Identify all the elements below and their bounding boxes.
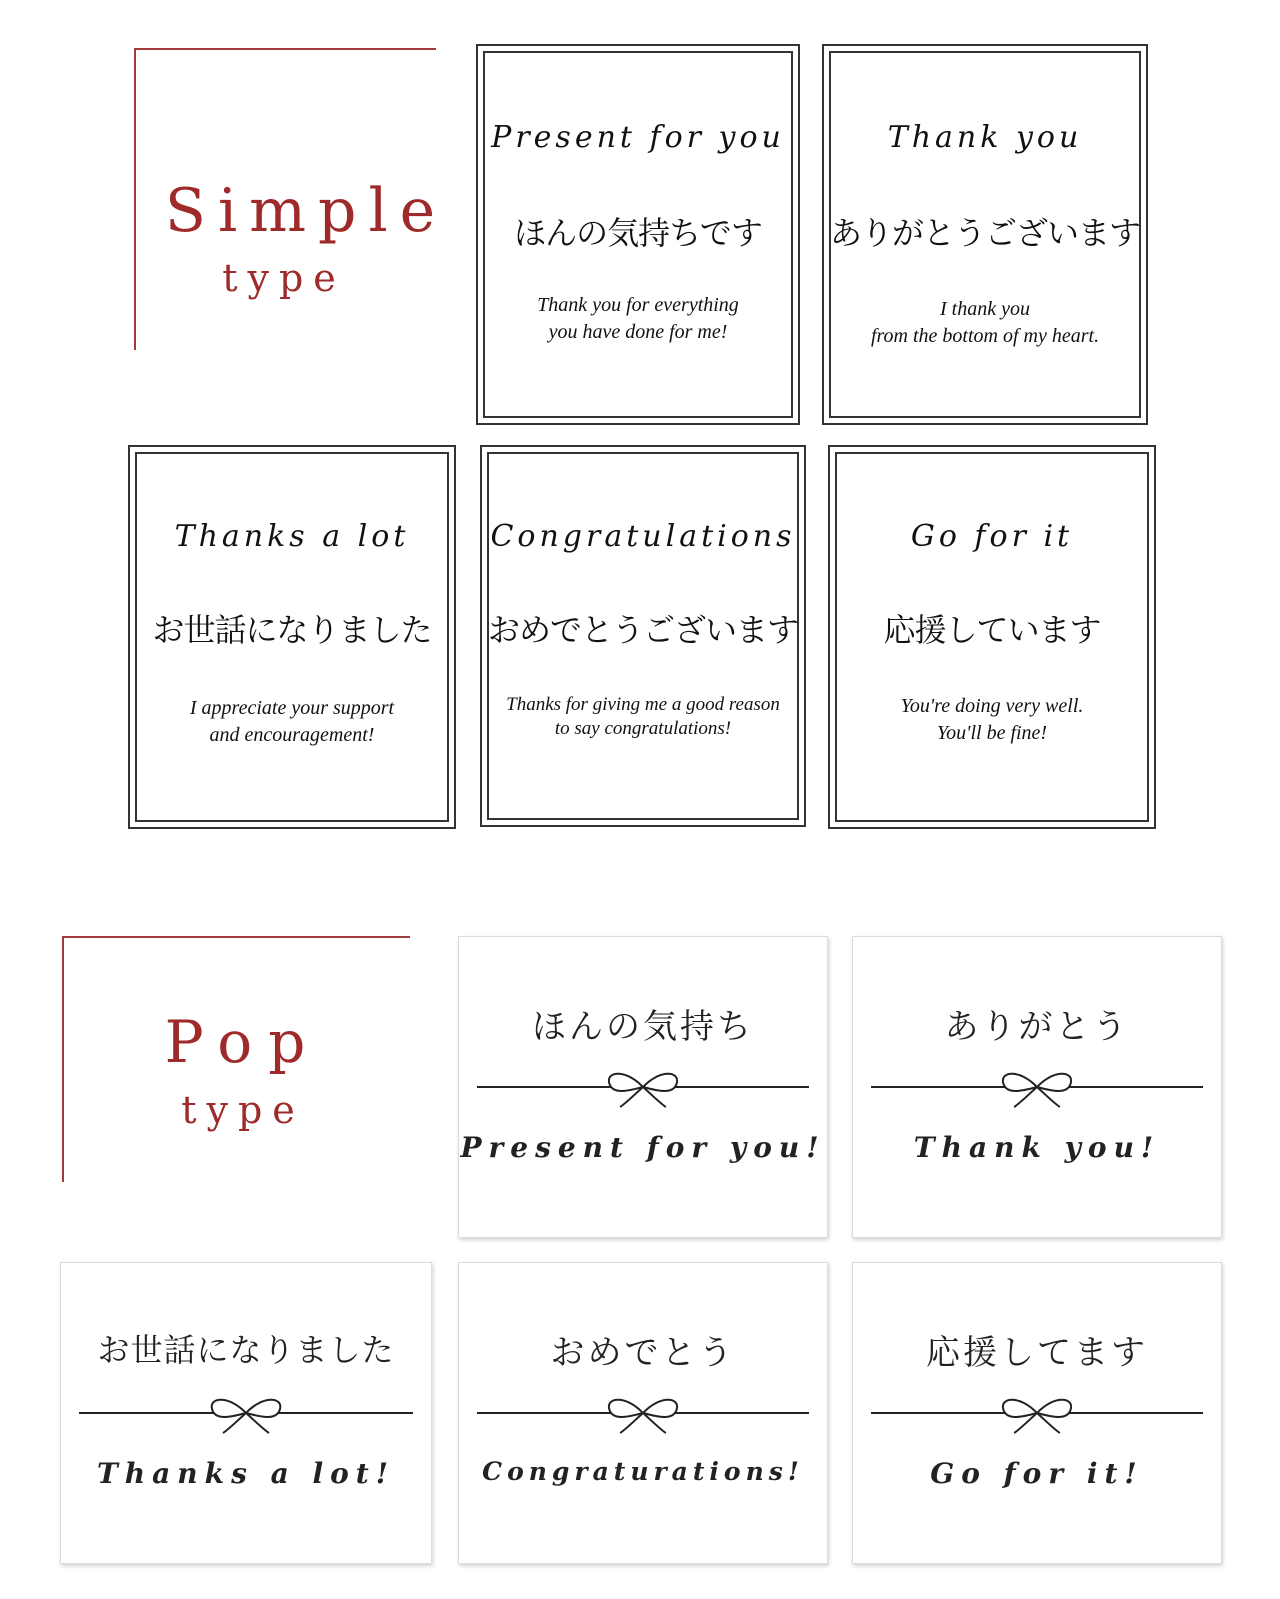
simple-card-congratulations[interactable]: [480, 445, 806, 827]
card-english-text: Congraturations!: [482, 1457, 804, 1486]
pop-card-congratulations[interactable]: [458, 1262, 828, 1564]
pop-card-thanks-a-lot[interactable]: [60, 1262, 432, 1564]
card-japanese-text: お世話になりました: [97, 1331, 395, 1369]
ribbon-bow-icon: [79, 1391, 413, 1435]
card-english-title: Go for it: [910, 519, 1074, 554]
ribbon-bow-icon: [477, 1391, 809, 1435]
simple-card-thanks-a-lot[interactable]: [128, 445, 456, 829]
card-english-title: Thanks a lot: [174, 519, 410, 554]
ribbon-bow-icon: [477, 1065, 809, 1109]
card-english-title: Present for you: [491, 120, 785, 155]
card-japanese-text: 応援してます: [926, 1333, 1148, 1373]
ribbon-bow-icon: [871, 1391, 1203, 1435]
simple-card-go-for-it[interactable]: [828, 445, 1156, 829]
simple-card-present[interactable]: [476, 44, 800, 425]
card-english-text: Present for you!: [460, 1131, 826, 1164]
card-message: I appreciate your support and encouragement!: [189, 697, 395, 746]
card-message: Thanks for giving me a good reason to say congratulations!: [506, 694, 780, 739]
card-japanese-text: お世話になりました: [152, 611, 432, 649]
card-english-title: Congratulations: [490, 519, 796, 554]
card-english-text: Thanks a lot!: [96, 1457, 396, 1490]
pop-card-go-for-it[interactable]: [852, 1262, 1222, 1564]
card-message: Thank you for everything you have done for me!: [537, 294, 739, 343]
card-english-text: Go for it!: [930, 1457, 1144, 1490]
card-japanese-text: ありがとう: [944, 1007, 1130, 1047]
simple-card-thank-you[interactable]: [822, 44, 1148, 425]
card-japanese-text: おめでとうございます: [487, 611, 798, 649]
card-japanese-text: 応援しています: [883, 611, 1101, 649]
card-japanese-text: ありがとうございます: [829, 214, 1140, 252]
card-english-title: Thank you: [887, 120, 1083, 155]
card-japanese-text: ほんの気持ち: [532, 1007, 754, 1047]
section-title: Simple: [164, 176, 448, 246]
pop-card-present[interactable]: [458, 936, 828, 1238]
card-english-text: Thank you!: [913, 1131, 1161, 1164]
card-japanese-text: ほんの気持ちです: [514, 214, 762, 252]
section-subtitle: type: [222, 256, 346, 300]
section-subtitle: type: [181, 1088, 305, 1132]
card-message: I thank you from the bottom of my heart.: [870, 298, 1100, 347]
pop-card-thank-you[interactable]: [852, 936, 1222, 1238]
pop-type-label: [62, 936, 408, 1182]
card-japanese-text: おめでとう: [550, 1333, 736, 1373]
section-title: Pop: [164, 1008, 322, 1076]
card-message: You're doing very well. You'll be fine!: [900, 695, 1084, 744]
ribbon-bow-icon: [871, 1065, 1203, 1109]
simple-type-label: [134, 48, 448, 350]
